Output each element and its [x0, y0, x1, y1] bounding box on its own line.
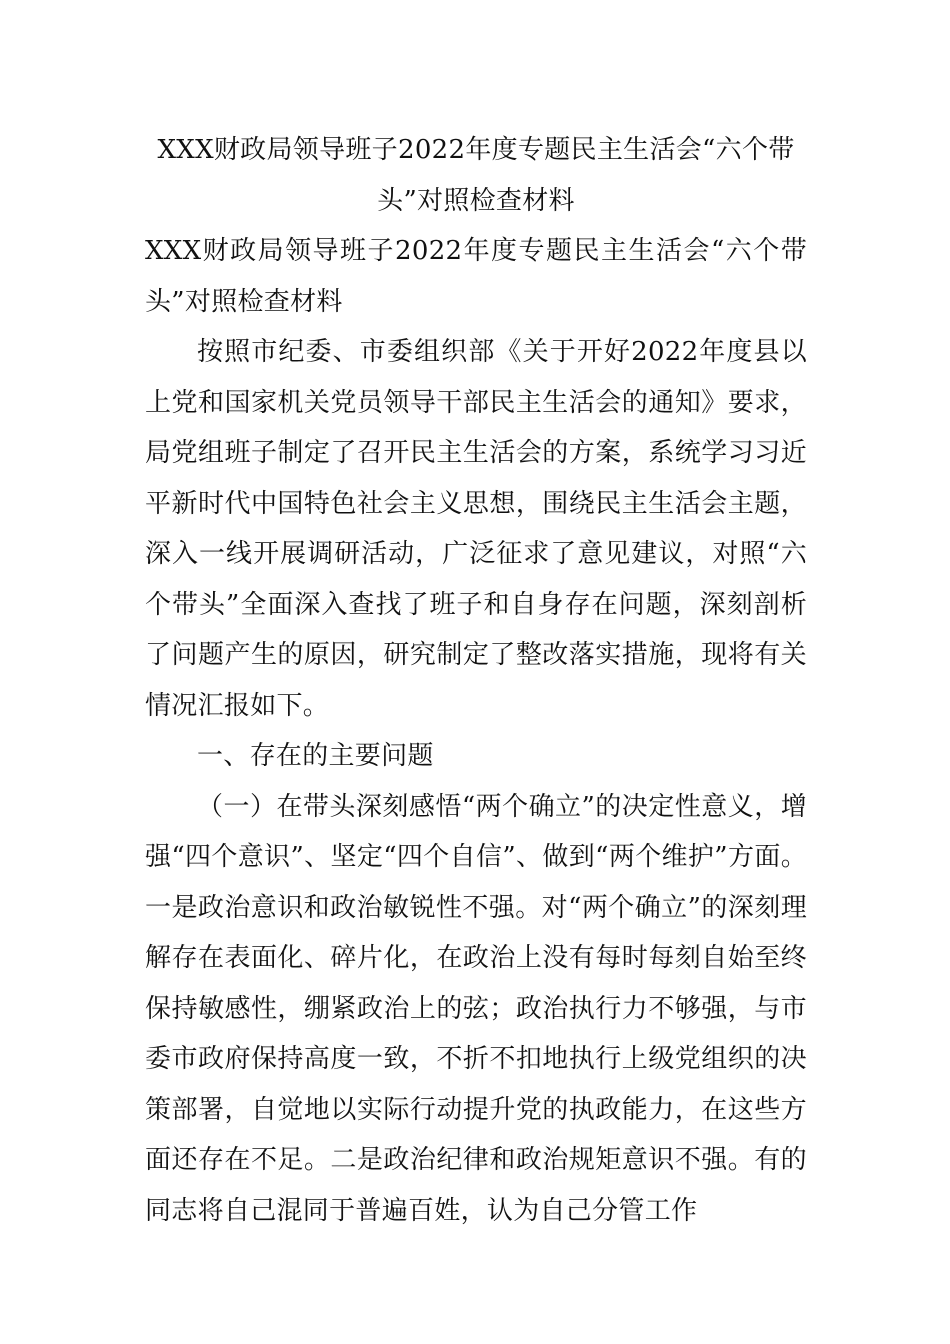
document-title: XXX财政局领导班子2022年度专题民主生活会“六个带头”对照检查材料 [157, 135, 795, 216]
body-paragraph: （一）在带头深刻感悟“两个确立”的决定性意义，增强“四个意识”、坚定“四个自信”、做到“两个维护”方面。一是政治意识和政治敏锐性不强。对“两个确立”的深刻理解存在表面化、碎片化，在政治上没有每时每刻自始至终保持敏感性，绷紧政治上的弦；政治执行力不够强，与市委市政府保持高度一致，不折不扣地执行上级党组织的决策部署，自觉地以实际行动提升党的执政能力，在这些方面还存在不足。二是政治纪律和政治规矩意识不强。有的同志将自己混同于普遍百姓，认为自己分管工作 [145, 791, 807, 1226]
subtitle-paragraph: XXX财政局领导班子2022年度专题民主生活会“六个带头”对照检查材料 [145, 236, 807, 317]
intro-paragraph: 按照市纪委、市委组织部《关于开好2022年度县以上党和国家机关党员领导干部民主生活会的通知》要求，局党组班子制定了召开民主生活会的方案，系统学习习近平新时代中国特色社会主义思想，围绕民主生活会主题，深入一线开展调研活动，广泛征求了意见建议，对照“六个带头”全面深入查找了班子和自身存在问题，深刻剖析了问题产生的原因，研究制定了整改落实措施，现将有关情况汇报如下。 [145, 337, 807, 721]
section-heading: 一、存在的主要问题 [197, 741, 434, 771]
document-body [145, 125, 807, 1236]
